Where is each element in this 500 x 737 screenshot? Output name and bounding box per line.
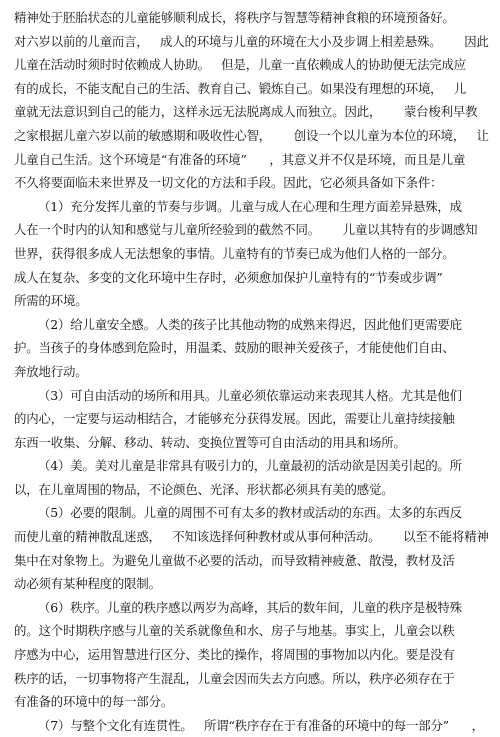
text-line: 之家根据儿童六岁以前的敏感期和吸收性心智， 创设一个以儿童为本位的环境， 让 [14,127,489,143]
text-line: （1）充分发挥儿童的节奏与步调。儿童与成人在心理和生理方面差异悬殊，成 [38,198,462,214]
text-line: 奔放地行动。 [14,363,88,379]
text-line: 成人在复杂、多变的文化环境中生存时，必须愈加保护儿童特有的“节奏或步调” [14,269,443,285]
text-line: 以，在儿童周围的物品，不论颜色、光泽、形状都必须具有美的感觉。 [14,481,394,497]
text-line: 序感为中心，运用智慧进行区分、类比的操作，将周围的事物加以内化。要是没有 [14,647,455,663]
text-line: 的内心，一定要与运动相结合，才能够充分获得发展。因此，需要让儿童持续接触 [14,411,455,427]
text-line: 动必须有某种程度的限制。 [14,576,161,592]
text-line: 精神处于胚胎状态的儿童能够顺利成长，将秩序与智慧等精神食粮的环境预备好。 [14,10,455,25]
text-line: 而使儿童的精神散乱迷惑， 不知该选择何种教材或从事何种活动。 以至不能将精神 [14,529,489,545]
text-line: 护。当孩子的身体感到危险时，用温柔、鼓励的眼神关爱孩子，才能使他们自由、 [14,340,455,356]
text-line: 有准备的环境中的每一部分。 [14,694,174,710]
text-line: 人在一个时内的认知和感觉与儿童所经验到的截然不同。 儿童以其特有的步调感知 [14,222,478,238]
text-line: （4）美。美对儿童是非常具有吸引力的，儿童最初的活动欲是因美引起的。所 [38,458,462,474]
text-line: 所需的环境。 [14,293,88,309]
text-line: （3）可自由活动的场所和用具。儿童必须依靠运动来表现其人格。尤其是他们 [38,387,462,403]
text-line: 儿童自己生活。这个环境是“有准备的环境” ，其意义并不仅是环境，而且是儿童 [14,151,466,167]
text-line: 的。这个时期秩序感与儿童的关系就像鱼和水、房子与地基。事实上，儿童会以秩 [14,623,455,639]
text-line: 对六岁以前的儿童而言， 成人的环境与儿童的环境在大小及步调上相差悬殊。 因此 [14,33,489,49]
text-line: 东西一收集、分解、移动、转动、变换位置等可自由活动的用具和场所。 [14,434,406,450]
text-line: 有的成长，不能支配自己的生活、教育自己、锻炼自己。如果没有理想的环境， 儿 [14,80,467,96]
text-line: 儿童在活动时须时时依赖成人协助。 但是，儿童一直依赖成人的协助便无法完成应 [14,57,467,73]
text-line: （5）必要的限制。儿童的周围不可有太多的教材或活动的东西。太多的东西反 [38,505,462,521]
text-line: 秩序的话，一切事物将产生混乱，儿童会因而失去方向感。所以，秩序必须存在于 [14,670,455,686]
text-line: 世界，获得很多成人无法想象的事情。儿童特有的节奏已成为他们人格的一部分。 [14,245,455,261]
text-line: 集中在对象物上。为避免儿童做不必要的活动，而导致精神疲惫、散漫，教材及活 [14,552,455,568]
text-line: （2）给儿童安全感。人类的孩子比其他动物的成熟来得迟，因此他们更需要庇 [38,316,462,332]
text-line: （7）与整个文化有连贯性。 所谓“秩序存在于有准备的环境中的每一部分” ， [38,717,484,733]
text-line: 不久将要面临未来世界及一切文化的方法和手段。因此，它必须具备如下条件： [14,175,443,191]
text-line: （6）秩序。儿童的秩序感以两岁为高峰，其后的数年间，儿童的秩序是极特殊 [38,599,462,615]
text-line: 童就无法意识到自己的能力，这样永远无法脱离成人而独立。因此， 蒙台梭利早教 [14,104,478,120]
